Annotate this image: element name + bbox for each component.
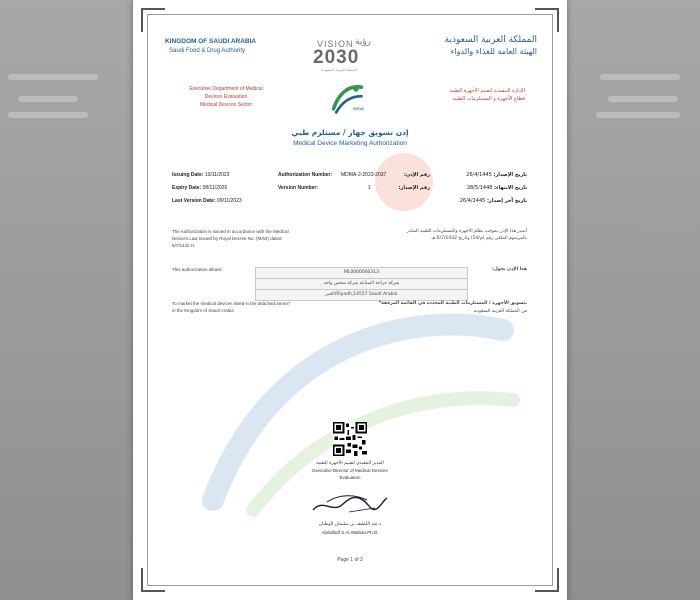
- market-ar-line2: في المملكة العربية السعودية: [473, 309, 527, 314]
- expiry-date-label: Expiry Date:: [172, 185, 202, 191]
- certificate-page: [133, 0, 567, 600]
- seal-stamp: [375, 153, 433, 211]
- market-ar-line1: بتسويق الأجهزة / المستلزمات الطبية المحددة في القائمة المرفقة*: [378, 301, 527, 306]
- signatory-title-ar: المدير التنفيذي لتقييم الأجهزة الطبية: [316, 461, 384, 466]
- ar-expiry-value: 28/5/1448: [466, 185, 493, 191]
- issuing-date-row: [172, 172, 229, 178]
- law-para-ar-line1: أصدر هذا الإذن بموجب نظام الأجهزة والمستلزمات الطبية الصادر: [406, 229, 527, 234]
- signatory-name-ar: د.عبد اللطيف بن سليمان الوطبان: [318, 522, 382, 527]
- dept-ar-line1: الإدارة التنفيذية لتقييم الأجهزة الطبية: [449, 88, 525, 94]
- corner-ornament: [535, 8, 559, 32]
- title-ar: إذن تسويق جهاز / مستلزم طبي: [291, 128, 409, 137]
- org-name-en-line2: Saudi Food & Drug Authority: [169, 48, 246, 54]
- blurred-backdrop-text: [596, 112, 680, 118]
- page-number: Page 1 of 2: [337, 557, 363, 563]
- qr-code-icon: [333, 422, 367, 456]
- licensee-address: الخبر/Riyadh,14557 Saudi Arabia: [255, 289, 468, 301]
- blurred-backdrop-text: [600, 74, 680, 80]
- last-version-row: [172, 198, 242, 204]
- ar-issue-value: 26/4/1445: [466, 172, 492, 178]
- market-en-line2: in the Kingdom of Saudi Arabia: [172, 308, 234, 313]
- blurred-backdrop-text: [18, 96, 78, 102]
- dept-en-line1: Executive Department of Medical: [189, 86, 263, 92]
- auth-number-value: MDMA-2-2023-2037: [341, 172, 387, 178]
- handwritten-signature: [309, 488, 389, 518]
- law-para-en-line2: Devices Law Issued by Royal Decree No. (M/54) dated: [172, 236, 282, 241]
- last-version-value: 09/11/2023: [217, 198, 242, 204]
- blurred-backdrop-text: [8, 112, 88, 118]
- law-para-ar-line2: بالمرسوم الملكي رقم (م/54) وتاريخ 6/7/1442 هـ.: [430, 236, 527, 241]
- corner-ornament: [141, 568, 165, 592]
- ar-last-label: تاريخ آخر إصدار:: [486, 198, 527, 204]
- licensee-license-number: ML0000000313: [255, 267, 468, 279]
- version-value: 1: [368, 185, 371, 191]
- org-name-ar-line1: المملكة العربية السعودية: [444, 35, 537, 45]
- law-para-en-line1: The Authorization is issued in accordance with the Medical: [172, 229, 289, 234]
- vision-ar: رؤية: [355, 37, 372, 47]
- ar-last-value: 26/4/1445: [459, 198, 486, 204]
- ar-expiry-row: [467, 185, 527, 191]
- version-label: Version Number:: [278, 185, 319, 191]
- org-name-en-line1: KINGDOM OF SAUDI ARABIA: [165, 38, 257, 45]
- title-en: Medical Device Marketing Authorization: [293, 140, 407, 147]
- dept-en-line2: Devices Evaluation: [204, 94, 248, 100]
- expiry-date-value: 08/11/2026: [202, 185, 228, 191]
- ar-version-label: رقم الإصدار:: [398, 185, 430, 191]
- auth-number-label: Authorization Number:: [278, 172, 333, 178]
- watermark-swoosh-icon: [193, 300, 523, 520]
- allows-label-en: This authorization allows:: [172, 267, 223, 272]
- ar-issue-label: تاريخ الإصدار:: [493, 172, 527, 178]
- signatory-title-en-line1: Executive Director of Medical Devices: [312, 468, 388, 473]
- market-en-line1: To market the medical devices listed in the attached annex*: [172, 301, 291, 306]
- allows-label-ar: هذا الإذن يخول:: [492, 267, 527, 272]
- ar-expiry-label: تاريخ الانتهاء:: [494, 185, 527, 191]
- org-name-ar-line2: الهيئة العامة للغذاء والدواء: [450, 47, 537, 56]
- signatory-title-en-line2: Evaluation: [339, 475, 361, 480]
- dept-en-line3: Medical Devices Sector: [199, 102, 253, 108]
- ar-auth-number-label: رقم الإذن:: [403, 172, 430, 178]
- ar-last-row: [460, 198, 527, 204]
- vision-word: VISION: [317, 39, 354, 49]
- ar-issue-row: [466, 172, 527, 178]
- vision-sub: المملكة العربية السعودية: [321, 68, 357, 72]
- signatory-name-en: Abdullatif S.Al Watban,Ph.D.: [321, 530, 379, 535]
- corner-ornament: [141, 8, 165, 32]
- dept-ar-line2: قطاع الأجهزة و المستلزمات الطبية: [452, 96, 525, 102]
- sfda-logo-text: SFDA: [353, 106, 364, 111]
- expiry-date-row: [172, 185, 227, 191]
- corner-ornament: [535, 568, 559, 592]
- vision-year: 2030: [313, 47, 360, 68]
- issuing-date-value: 10/11/2023: [204, 172, 230, 178]
- blurred-backdrop-text: [8, 74, 98, 80]
- last-version-label: Last Version Date:: [172, 198, 216, 204]
- blurred-backdrop-text: [608, 96, 678, 102]
- licensee-company-name: شركة جراحة الصناعة شركة شخص واحد: [255, 278, 468, 290]
- law-para-en-line3: 6/7/1442 H.: [172, 243, 196, 248]
- issuing-date-label: Issuing Date:: [172, 172, 204, 178]
